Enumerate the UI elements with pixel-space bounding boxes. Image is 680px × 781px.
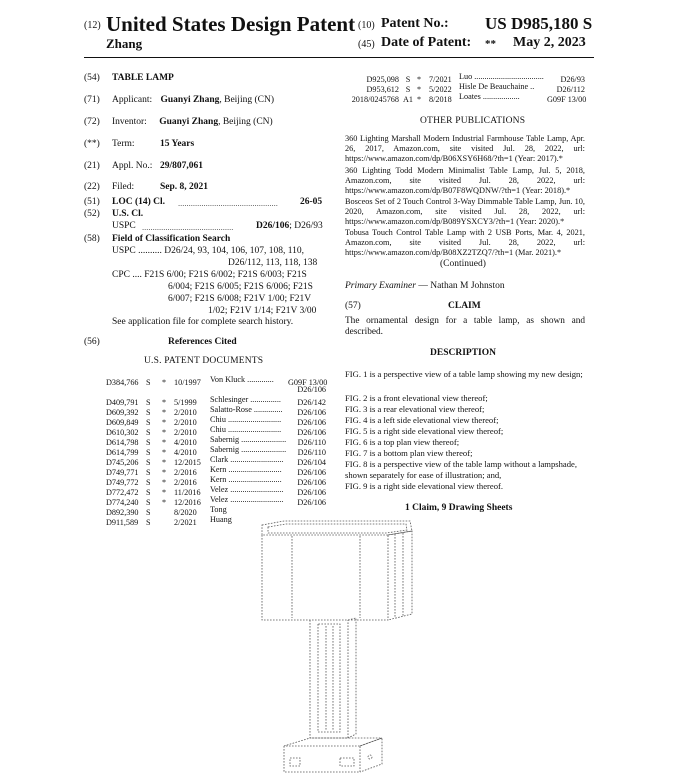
ref-date: 2/2010 [174,428,197,437]
ref-name: Kern .......................... [210,475,282,484]
figure-number: FIG. 8 [345,459,368,469]
claim-text: The ornamental design for a table lamp, as shown and described. [345,316,585,337]
applicant-label: Applicant: [112,95,153,105]
figure-text: is a top plan view thereof; [367,437,460,447]
ref-star: * [162,428,167,437]
applicant-location: , Beijing (CN) [219,95,274,105]
ref-star: * [162,498,167,507]
ref-number: D609,849 [106,418,139,427]
ref-number: D614,799 [106,448,139,457]
ref-star: * [162,408,167,417]
term-value: 15 Years [160,139,195,149]
ref-date: 2/2016 [174,468,197,477]
ref-name: Chiu .......................... [210,425,282,434]
ref-star: * [417,85,422,94]
applicant-name: Guanyi Zhang [160,95,220,105]
ref-number: D409,791 [106,398,139,407]
ref-class: D26/106 [297,478,326,487]
title-code: (54) [84,73,100,83]
term-label: Term: [112,139,135,149]
ref-class: D26/110 [297,448,326,457]
ref-class: D26/106 [297,498,326,507]
ref-class: D26/106 [297,468,326,477]
uscl-code: (52) [84,209,100,219]
inventor-label: Inventor: [112,117,147,127]
ref-number: D774,240 [106,498,139,507]
refs-code: (56) [84,337,100,347]
ref-number: D749,771 [106,468,139,477]
ref-class: D26/106 [297,408,326,417]
patent-date: May 2, 2023 [513,35,586,50]
ref-kind: S [146,458,151,467]
figure-number: FIG. 3 [345,404,368,414]
ref-name: Velez .......................... [210,495,284,504]
ref-date: 8/2020 [174,508,197,517]
appl-label: Appl. No.: [112,161,153,171]
field-cpc-3: 6/007; F21S 6/008; F21V 1/00; F21V [168,294,312,304]
kind-code: (12) [84,20,101,31]
figure-number: FIG. 2 [345,393,368,403]
ref-date: 2/2010 [174,418,197,427]
appl-value: 29/807,061 [160,161,204,171]
ref-number: D925,098 [366,75,399,84]
ref-date: 2/2021 [174,518,197,527]
field-cpc-1: CPC .... F21S 6/00; F21S 6/002; F21S 6/003; F21S [112,270,307,280]
figure-text: is a bottom plan view thereof; [367,448,473,458]
publication-entry: Tobusa Touch Control Table Lamp with 2 USB Ports, Mar. 4, 2021, Amazon.com, site visited Jul. 28, 2022, url: https://www.amazon.com/dp/B08XZ2TZQ7/?th=1 (Mar. 2021).* [345,228,585,257]
ref-class: G09F 13/00 [547,95,587,104]
ref-date: 10/1997 [174,378,201,387]
patent-type-title: United States Design Patent [106,12,356,36]
ref-date: 5/1999 [174,398,197,407]
appl-code: (21) [84,161,100,171]
publication-entry: 360 Lighting Todd Modern Minimalist Table Lamp, Jul. 5, 2018, Amazon.com, site visited Jul. 28, 2022, url: https://www.amazon.com/dp/B07F8WQDNW/?th=1 (Year: 2018).* [345,166,585,195]
figure-number: FIG. 5 [345,426,368,436]
examiner-name: — Nathan M Johnston [415,281,505,291]
field-cpc-4: 1/02; F21V 1/14; F21V 3/00 [208,306,317,316]
ref-kind: S [146,378,151,387]
ref-kind: S [146,428,151,437]
ref-date: 12/2016 [174,498,201,507]
figure-text: is a front elevational view thereof; [367,393,488,403]
ref-date: 7/2021 [429,75,452,84]
lamp-stem [310,618,356,738]
ref-kind: S [146,478,151,487]
lampshade-top [262,521,412,535]
ref-star: * [162,488,167,497]
other-pubs-title: OTHER PUBLICATIONS [420,116,526,126]
date-code: (45) [358,39,375,50]
date-stars: ** [485,38,496,50]
ref-class: D26/142 [297,398,326,407]
ref-kind: S [146,468,151,477]
claim-code: (57) [345,301,361,311]
ref-star: * [162,418,167,427]
filed-label: Filed: [112,182,135,192]
ref-kind: S [405,85,411,94]
loc-value: 26-05 [300,197,323,207]
field-note: See application file for complete search history. [112,317,294,327]
ref-kind: S [146,408,151,417]
ref-date: 2/2010 [174,408,197,417]
uspc-secondary: ; D26/93 [289,221,323,231]
ref-kind: S [146,418,151,427]
us-docs-title: U.S. PATENT DOCUMENTS [144,356,264,366]
ref-class: D26/104 [297,458,326,467]
ref-name: Sabernig ...................... [210,435,287,444]
ref-number: D772,472 [106,488,139,497]
ref-name: Kern .......................... [210,465,282,474]
figure-text: is a left side elevational view thereof; [367,415,499,425]
ref-name: Von Kluck ............. [210,375,274,384]
ref-star: * [162,398,167,407]
inventor-location: , Beijing (CN) [218,117,273,127]
ref-star: * [162,458,167,467]
ref-star: * [162,438,167,447]
ref-name: Velez .......................... [210,485,284,494]
date-label: Date of Patent: [381,35,472,50]
invention-title: TABLE LAMP [112,73,174,83]
ref-name: Huang [210,515,232,524]
ref-number: 2018/0245768 [351,95,399,104]
ref-kind: S [146,498,151,507]
uscl-label: U.S. Cl. [112,209,144,219]
ref-name: Luo .................................. [459,72,544,81]
ref-date: 12/2015 [174,458,201,467]
ref-number: D384,766 [106,378,139,387]
ref-number: D614,798 [106,438,139,447]
patent-no-code: (10) [358,20,375,31]
ref-number: D911,589 [106,518,139,527]
ref-name: Tong [210,505,227,514]
publication-entry: Bosceos Set of 2 Touch Control 3-Way Dimmable Table Lamp, Jun. 10, 2020, Amazon.com, site visited Jul. 28, 2022, url: https://www.amazon.com/dp/B089YSXCY3/?th=1 (Year: 2020).* [345,197,585,226]
ref-star: * [162,448,167,457]
figure-text: is a rear elevational view thereof; [367,404,485,414]
ref-name: Clark .......................... [210,455,284,464]
ref-name: Schlesinger ............... [210,395,281,404]
ref-star: * [162,468,167,477]
ref-kind: S [146,488,151,497]
claim-title: CLAIM [448,301,481,311]
ref-class: D26/110 [297,438,326,447]
loc-label: LOC (14) Cl. [112,197,166,207]
ref-date: 4/2010 [174,448,197,457]
figure-number: FIG. 9 [345,481,368,491]
ref-name: Salatto-Rose .............. [210,405,283,414]
patent-no-label: Patent No.: [381,16,449,31]
field-code: (58) [84,234,100,244]
filed-value: Sep. 8, 2021 [160,182,209,192]
ref-number: D610,302 [106,428,139,437]
ref-kind: S [405,75,411,84]
ref-number: D745,206 [106,458,139,467]
figure-number: FIG. 7 [345,448,368,458]
uspc-label: USPC [112,221,136,231]
lamp-base [284,738,382,772]
ref-date: 4/2010 [174,438,197,447]
ref-class: D26/106 [297,488,326,497]
ref-name: Sabernig ...................... [210,445,287,454]
ref-number: D953,612 [366,85,399,94]
lampshade [262,531,412,620]
ref-name: Chiu .......................... [210,415,282,424]
inventor-name: Guanyi Zhang [159,117,219,127]
applicant-code: (71) [84,95,100,105]
ref-number: D609,392 [106,408,139,417]
ref-class-2: D26/106 [297,385,326,394]
figure-number: FIG. 4 [345,415,368,425]
figure-number: FIG. 1 [345,369,368,379]
ref-kind: S [146,438,151,447]
term-code: (**) [84,139,100,149]
filed-code: (22) [84,182,100,192]
field-cpc-2: 6/004; F21S 6/005; F21S 6/006; F21S [168,282,313,292]
ref-kind: S [146,398,151,407]
inventor-code: (72) [84,117,100,127]
ref-number: D749,772 [106,478,139,487]
refs-title: References Cited [168,337,237,347]
claims-summary: 1 Claim, 9 Drawing Sheets [405,503,513,513]
ref-date: 11/2016 [174,488,201,497]
field-uspc-1: USPC .......... D26/24, 93, 104, 106, 107, 108, 110, [112,246,305,256]
ref-kind: S [146,448,151,457]
ref-date: 5/2022 [429,85,452,94]
ref-date: 8/2018 [429,95,452,104]
field-label: Field of Classification Search [112,234,231,244]
uspc-dots: ........................................... [142,222,234,232]
continued-note: (Continued) [440,259,486,269]
figure-text: is a right side elevational view thereof; [367,426,504,436]
examiner-label: Primary Examiner [345,281,416,291]
ref-kind: S [146,508,151,517]
uspc-primary: D26/106 [256,221,290,231]
figure-number: FIG. 6 [345,437,368,447]
ref-star: * [162,378,167,387]
patent-number: US D985,180 S [485,14,593,33]
ref-star: * [162,478,167,487]
ref-kind: S [146,518,151,527]
ref-star: * [417,95,422,104]
ref-class: G09F 13/00 [288,378,328,387]
ref-star: * [417,75,422,84]
inventor-surname: Zhang [106,36,143,51]
ref-name: Loates .................. [459,92,520,101]
loc-dots: ............................................... [178,198,278,208]
ref-date: 2/2016 [174,478,197,487]
figure-text: is a perspective view of a table lamp showing my new design; [367,369,583,379]
figure-text: is a perspective view of the table lamp without a lampshade, shown separately for ease of illustration; and, [345,459,577,480]
ref-class: D26/112 [556,85,585,94]
ref-kind: A1 [402,95,413,104]
field-uspc-2: D26/112, 113, 118, 138 [228,258,318,268]
figure-text: is a right side elevational view thereof. [367,481,503,491]
ref-class: D26/106 [297,428,326,437]
ref-name: Hisle De Beauchaine .. [459,82,535,91]
ref-number: D892,390 [106,508,139,517]
description-title: DESCRIPTION [430,348,496,358]
loc-code: (51) [84,197,100,207]
ref-class: D26/106 [297,418,326,427]
publication-entry: 360 Lighting Marshall Modern Industrial Farmhouse Table Lamp, Apr. 26, 2017, Amazon.com, site visited Jul. 28, 2022, url: https://www.amazon.com/dp/B06XSY6H68/?th=1 (Year: 2017).* [345,134,585,163]
ref-class: D26/93 [560,75,585,84]
